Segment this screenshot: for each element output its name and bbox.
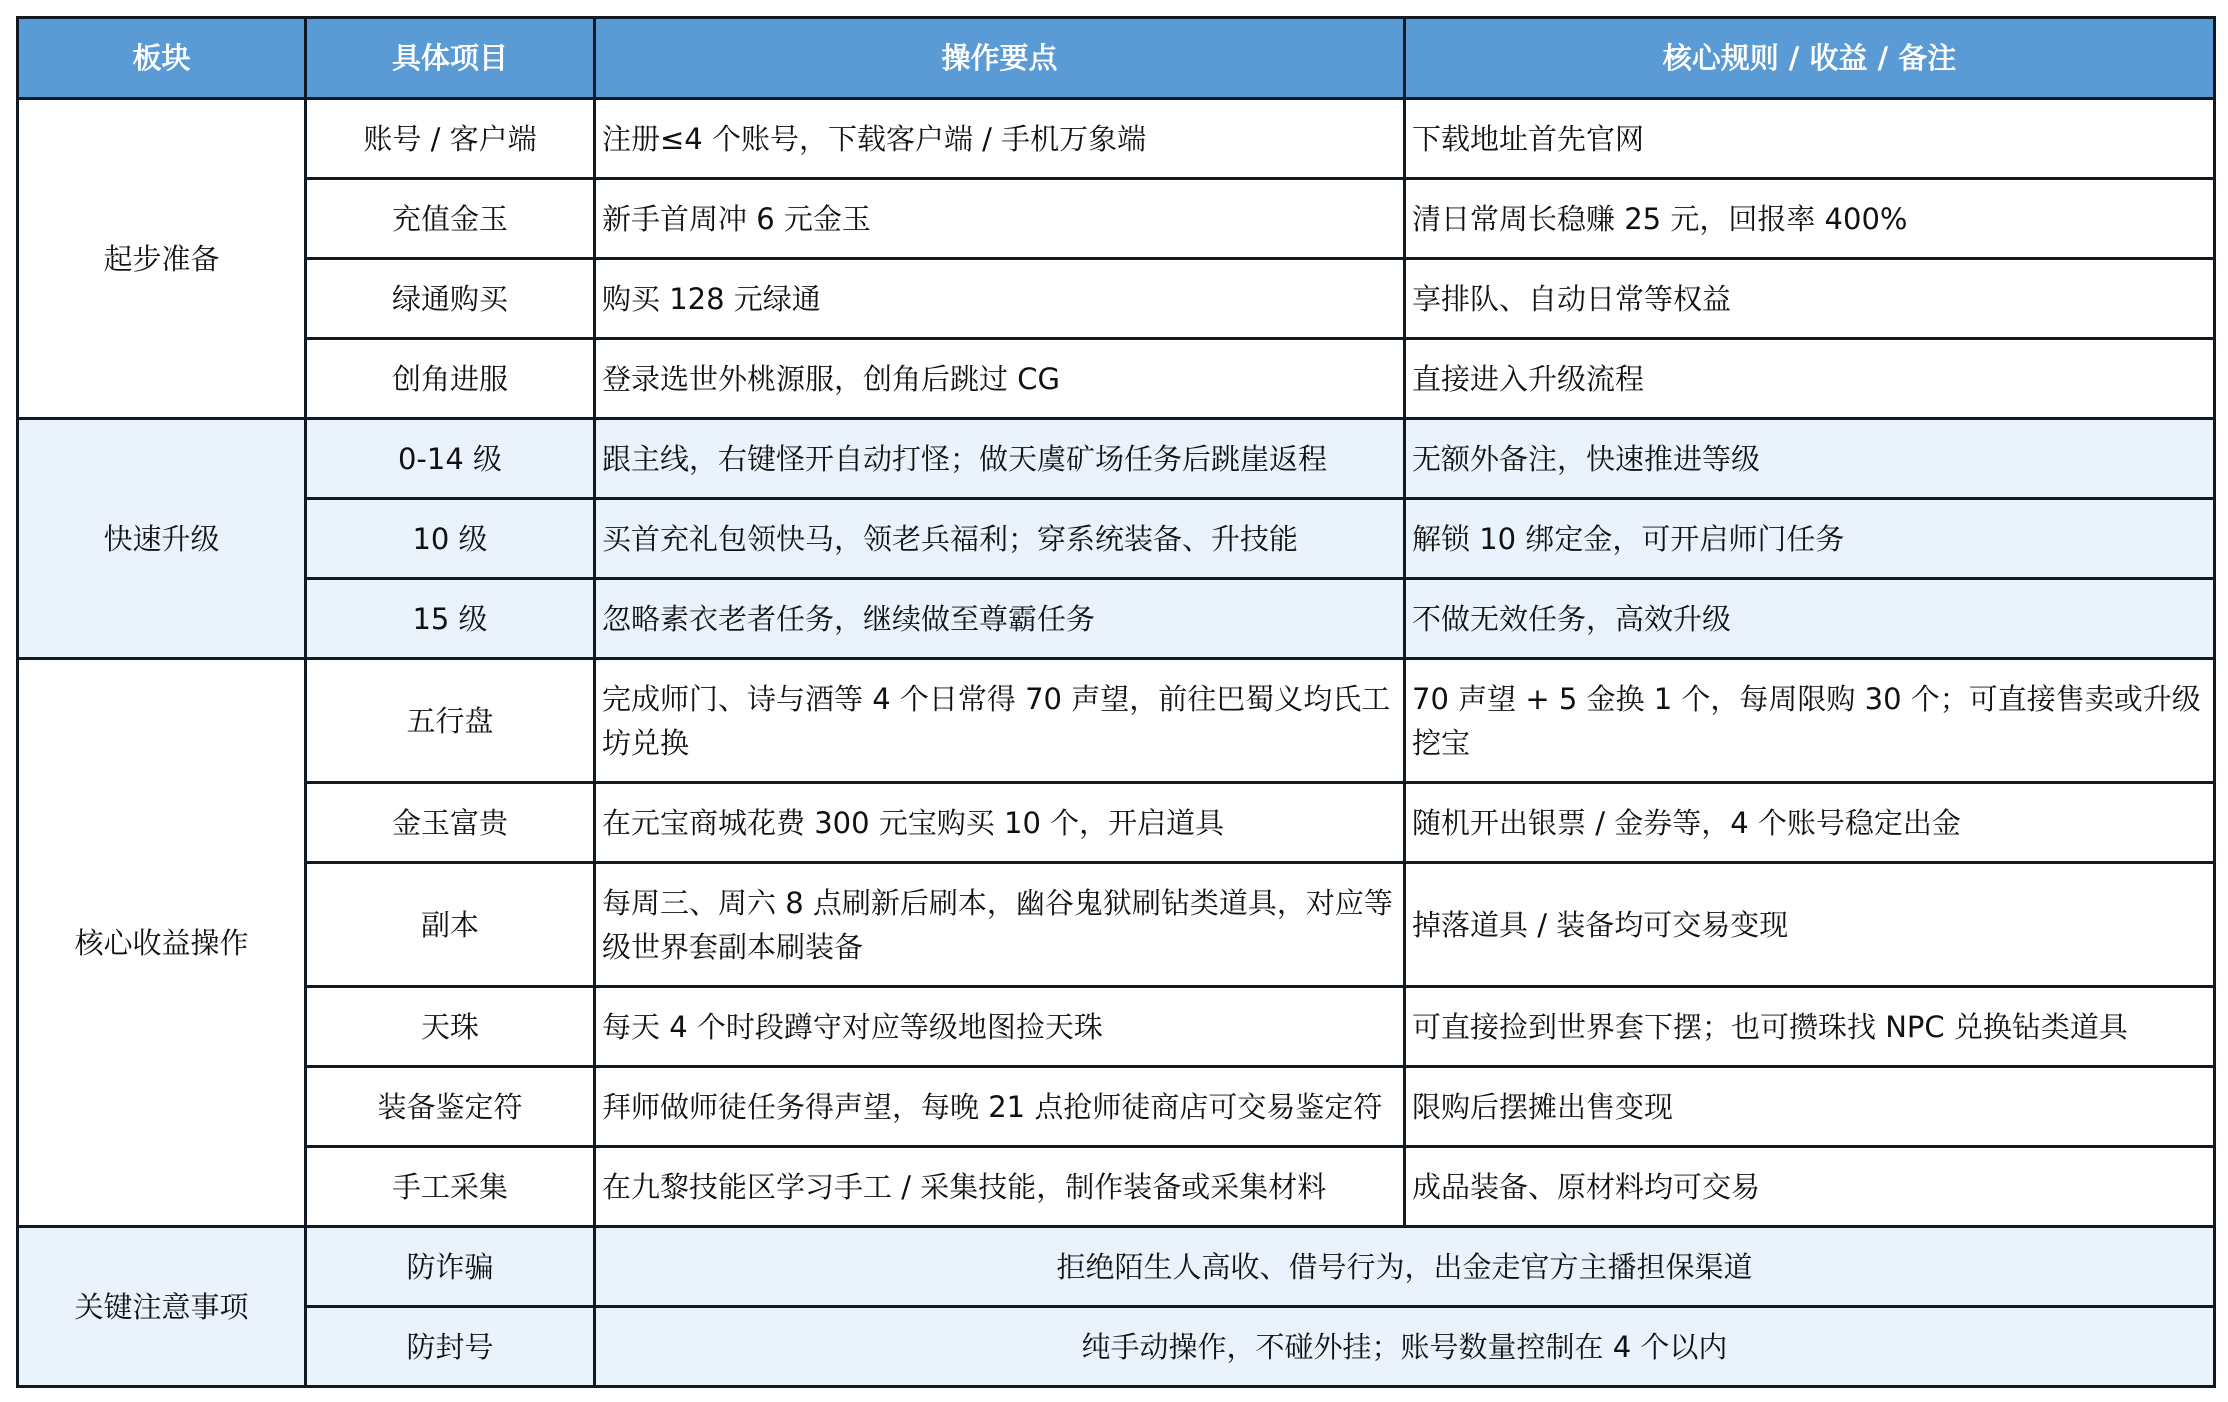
- note-cell: 无额外备注，快速推进等级: [1405, 419, 2215, 499]
- table-row: [18, 419, 2215, 499]
- item-cell: 天珠: [306, 987, 595, 1067]
- action-cell: 购买 128 元绿通: [595, 259, 1405, 339]
- item-cell: 15 级: [306, 579, 595, 659]
- header-note: 核心规则 / 收益 / 备注: [1405, 18, 2215, 99]
- action-cell: 拜师做师徒任务得声望，每晚 21 点抢师徒商店可交易鉴定符: [595, 1067, 1405, 1147]
- note-cell: 70 声望 + 5 金换 1 个，每周限购 30 个；可直接售卖或升级挖宝: [1405, 659, 2215, 783]
- action-cell: 在元宝商城花费 300 元宝购买 10 个，开启道具: [595, 783, 1405, 863]
- note-cell: 随机开出银票 / 金券等，4 个账号稳定出金: [1405, 783, 2215, 863]
- table-row: [18, 579, 2215, 659]
- table-row: [18, 1147, 2215, 1227]
- item-cell: 账号 / 客户端: [306, 99, 595, 179]
- item-cell: 充值金玉: [306, 179, 595, 259]
- header-item: 具体项目: [306, 18, 595, 99]
- table-row: [18, 987, 2215, 1067]
- action-cell: 忽略素衣老者任务，继续做至尊霸任务: [595, 579, 1405, 659]
- action-cell: 跟主线，右键怪开自动打怪；做天虞矿场任务后跳崖返程: [595, 419, 1405, 499]
- table-row: [18, 863, 2215, 987]
- item-cell: 手工采集: [306, 1147, 595, 1227]
- note-cell: 可直接捡到世界套下摆；也可攒珠找 NPC 兑换钻类道具: [1405, 987, 2215, 1067]
- note-cell: 不做无效任务，高效升级: [1405, 579, 2215, 659]
- note-cell: 直接进入升级流程: [1405, 339, 2215, 419]
- item-cell: 副本: [306, 863, 595, 987]
- table-row: [18, 499, 2215, 579]
- item-cell: 防诈骗: [306, 1227, 595, 1307]
- action-cell: 新手首周冲 6 元金玉: [595, 179, 1405, 259]
- note-cell: 清日常周长稳赚 25 元，回报率 400%: [1405, 179, 2215, 259]
- section-label: 快速升级: [18, 419, 306, 659]
- note-cell: 解锁 10 绑定金，可开启师门任务: [1405, 499, 2215, 579]
- table-row: [18, 179, 2215, 259]
- action-cell: 每天 4 个时段蹲守对应等级地图捡天珠: [595, 987, 1405, 1067]
- strategy-table: [16, 16, 2216, 1388]
- section-label: 起步准备: [18, 99, 306, 419]
- item-cell: 10 级: [306, 499, 595, 579]
- action-cell: 买首充礼包领快马，领老兵福利；穿系统装备、升技能: [595, 499, 1405, 579]
- item-cell: 绿通购买: [306, 259, 595, 339]
- item-cell: 创角进服: [306, 339, 595, 419]
- action-cell: 登录选世外桃源服，创角后跳过 CG: [595, 339, 1405, 419]
- note-cell: 掉落道具 / 装备均可交易变现: [1405, 863, 2215, 987]
- table-row: [18, 659, 2215, 783]
- item-cell: 装备鉴定符: [306, 1067, 595, 1147]
- table-row: [18, 99, 2215, 179]
- item-cell: 五行盘: [306, 659, 595, 783]
- section-label: 核心收益操作: [18, 659, 306, 1227]
- header-row: [18, 18, 2215, 99]
- header-section: 板块: [18, 18, 306, 99]
- note-cell: 限购后摆摊出售变现: [1405, 1067, 2215, 1147]
- action-cell: 每周三、周六 8 点刷新后刷本，幽谷鬼狱刷钻类道具，对应等级世界套副本刷装备: [595, 863, 1405, 987]
- table-row: [18, 783, 2215, 863]
- action-cell: 在九黎技能区学习手工 / 采集技能，制作装备或采集材料: [595, 1147, 1405, 1227]
- table-row: [18, 339, 2215, 419]
- note-cell: 成品装备、原材料均可交易: [1405, 1147, 2215, 1227]
- header-action: 操作要点: [595, 18, 1405, 99]
- section-label: 关键注意事项: [18, 1227, 306, 1387]
- item-cell: 0-14 级: [306, 419, 595, 499]
- item-cell: 金玉富贵: [306, 783, 595, 863]
- item-cell: 防封号: [306, 1307, 595, 1387]
- action-cell: 注册≤4 个账号，下载客户端 / 手机万象端: [595, 99, 1405, 179]
- merged-note-cell: 拒绝陌生人高收、借号行为，出金走官方主播担保渠道: [595, 1227, 2215, 1307]
- action-cell: 完成师门、诗与酒等 4 个日常得 70 声望，前往巴蜀义均氏工坊兑换: [595, 659, 1405, 783]
- note-cell: 下载地址首先官网: [1405, 99, 2215, 179]
- table-row: [18, 1227, 2215, 1307]
- note-cell: 享排队、自动日常等权益: [1405, 259, 2215, 339]
- strategy-table-container: [16, 16, 2216, 1388]
- table-row: [18, 1067, 2215, 1147]
- merged-note-cell: 纯手动操作，不碰外挂；账号数量控制在 4 个以内: [595, 1307, 2215, 1387]
- table-row: [18, 259, 2215, 339]
- table-row: [18, 1307, 2215, 1387]
